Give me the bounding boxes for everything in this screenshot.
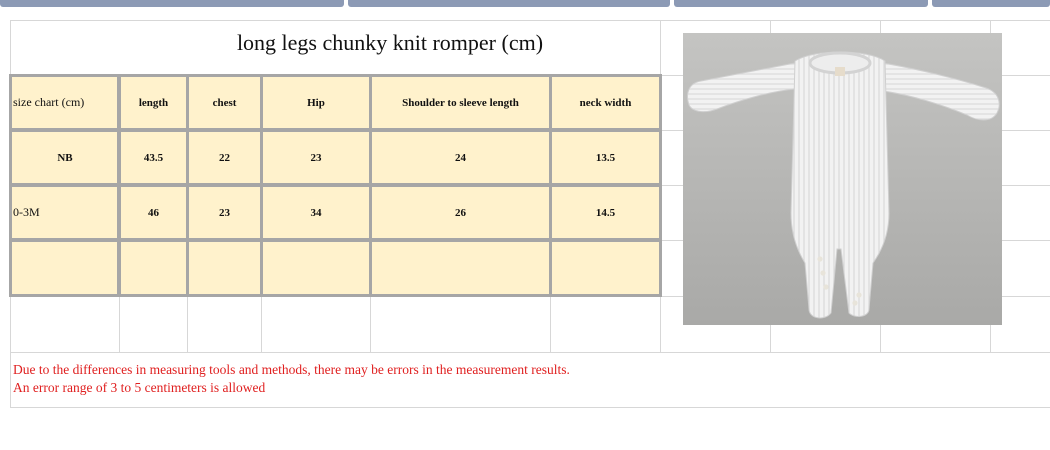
measurement-note-line-1: Due to the differences in measuring tools and methods, there may be errors in the measurement results. [13,362,570,377]
table-cell-empty[interactable] [260,239,372,297]
table-cell-empty[interactable] [186,239,263,297]
toolbar-segment [932,0,1050,7]
table-cell-length[interactable]: 46 [118,184,189,241]
table-cell-shoulder-to-sleeve[interactable]: 26 [369,184,552,241]
toolbar-segment [348,0,670,7]
table-cell-hip[interactable]: 34 [260,184,372,241]
table-cell-length[interactable]: 43.5 [118,129,189,186]
table-cell-size[interactable]: 0-3M [9,184,120,241]
header-cell-chest[interactable]: chest [186,74,263,131]
table-cell-shoulder-to-sleeve[interactable]: 24 [369,129,552,186]
header-cell-length[interactable]: length [118,74,189,131]
page-title: long legs chunky knit romper (cm) [236,30,544,55]
table-cell-empty[interactable] [9,239,120,297]
header-cell-shoulder-to-sleeve[interactable]: Shoulder to sleeve length [369,74,552,131]
table-cell-empty[interactable] [549,239,662,297]
header-cell-neck-width[interactable]: neck width [549,74,662,131]
table-cell-hip[interactable]: 23 [260,129,372,186]
header-cell-hip[interactable]: Hip [260,74,372,131]
table-cell-chest[interactable]: 23 [186,184,263,241]
measurement-note-line-2: An error range of 3 to 5 centimeters is allowed [13,380,266,395]
table-cell-neck-width[interactable]: 13.5 [549,129,662,186]
header-cell-size-chart[interactable]: size chart (cm) [9,74,120,131]
romper-illustration [683,33,1002,325]
top-toolbar-strip [0,0,1050,8]
toolbar-segment [0,0,344,7]
table-cell-neck-width[interactable]: 14.5 [549,184,662,241]
table-cell-empty[interactable] [118,239,189,297]
table-cell-empty[interactable] [369,239,552,297]
table-cell-size[interactable]: NB [9,129,120,186]
romper-product-photo [683,33,1002,325]
toolbar-segment [674,0,928,7]
table-cell-chest[interactable]: 22 [186,129,263,186]
